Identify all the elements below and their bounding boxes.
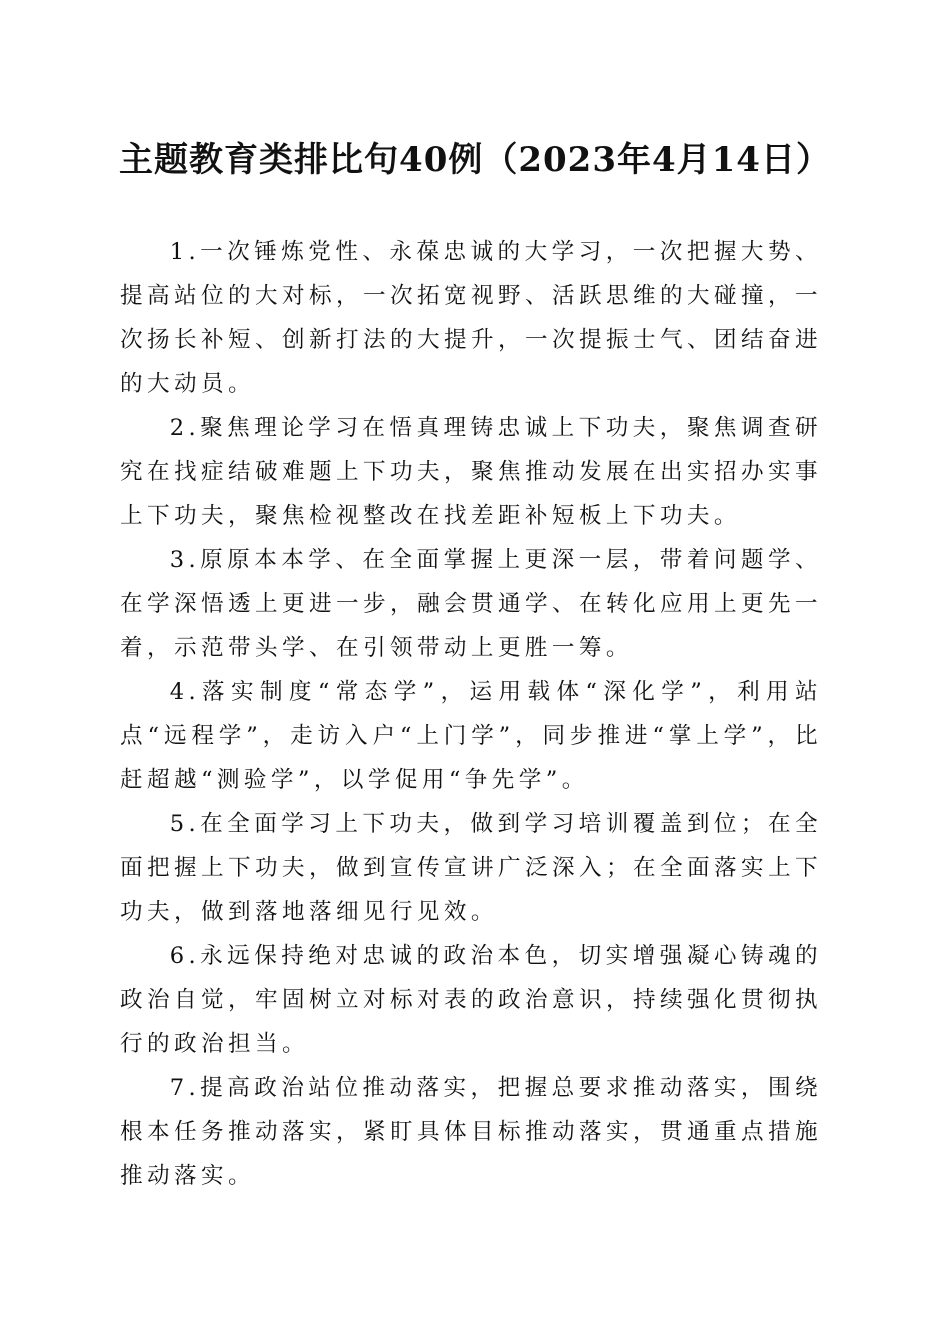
paragraph-3: 3.原原本本学、在全面掌握上更深一层，带着问题学、在学深悟透上更进一步，融会贯通学、在转化应用上更先一着，示范带头学、在引领带动上更胜一筹。 [120, 547, 822, 661]
paragraph-1: 1.一次锤炼党性、永葆忠诚的大学习，一次把握大势、提高站位的大对标，一次拓宽视野、活跃思维的大碰撞，一次扬长补短、创新打法的大提升，一次提振士气、团结奋进的大动员。 [120, 239, 822, 397]
paragraph-6: 6.永远保持绝对忠诚的政治本色，切实增强凝心铸魂的政治自觉，牢固树立对标对表的政治意识，持续强化贯彻执行的政治担当。 [120, 943, 822, 1057]
paragraph-7: 7.提高政治站位推动落实，把握总要求推动落实，围绕根本任务推动落实，紧盯具体目标推动落实，贯通重点措施推动落实。 [120, 1075, 822, 1189]
paragraph-2: 2.聚焦理论学习在悟真理铸忠诚上下功夫，聚焦调查研究在找症结破难题上下功夫，聚焦推动发展在出实招办实事上下功夫，聚焦检视整改在找差距补短板上下功夫。 [120, 415, 822, 529]
paragraph-5: 5.在全面学习上下功夫，做到学习培训覆盖到位；在全面把握上下功夫，做到宣传宣讲广泛深入；在全面落实上下功夫，做到落地落细见行见效。 [120, 811, 822, 925]
paragraph-4: 4.落实制度“常态学”，运用载体“深化学”，利用站点“远程学”，走访入户“上门学”，同步推进“掌上学”，比赶超越“测验学”，以学促用“争先学”。 [120, 679, 822, 793]
document-body [120, 230, 822, 1198]
document-title: 主题教育类排比句40例（2023年4月14日） [119, 140, 831, 180]
